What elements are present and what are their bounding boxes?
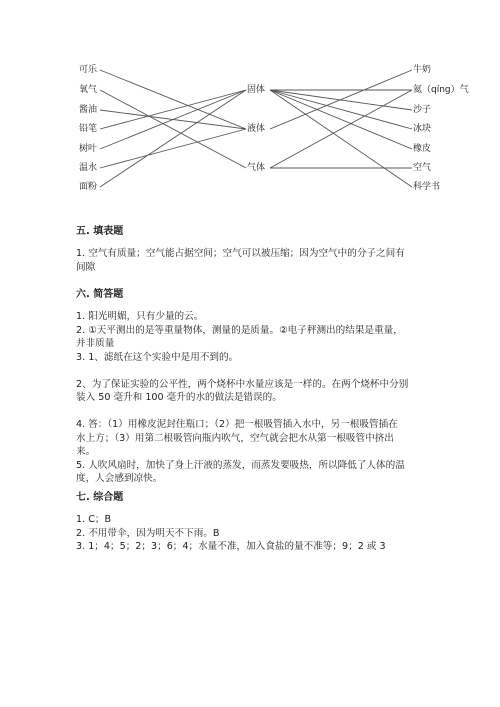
middle-item: 气体	[247, 163, 266, 173]
section-comprehensive	[76, 491, 426, 554]
left-item: 铅笔	[79, 124, 98, 134]
match-line	[270, 90, 412, 187]
right-item: 冰块	[413, 124, 432, 134]
middle-item: 固体	[247, 85, 266, 95]
left-item: 酱油	[79, 105, 98, 115]
answer-line: 水上方；（3）用第二根吸管向瓶内吹气，空气就会把水从第一根吸管中挤出	[76, 432, 394, 444]
answer-line: 并非质量	[76, 338, 115, 349]
answer-line: 3. 1；4；5；2；3；6；4；水量不准，加入食盐的量不准等；9；2 或 3	[76, 541, 386, 552]
match-line	[270, 90, 412, 168]
answer-line: 1. 空气有质量；空气能占据空间；空气可以被压缩；因为空气中的分子之间有	[76, 248, 405, 259]
match-line	[100, 90, 246, 149]
blank-line	[76, 405, 426, 419]
right-item: 牛奶	[413, 65, 432, 75]
left-item: 温水	[79, 163, 98, 173]
right-item: 科学书	[413, 182, 441, 192]
section-title: 五. 填表题	[76, 226, 124, 237]
answer-line: 装入 50 毫升和 100 毫升的水的做法是错误的。	[76, 392, 282, 403]
answer-line: 1. 阳光明媚，只有少量的云。	[76, 311, 204, 322]
left-item: 氧气	[79, 85, 98, 95]
answer-line: 间隙	[76, 261, 96, 273]
answer-line: 4. 答：（1）用橡皮泥封住瓶口；（2）把一根吸管插入水中，另一根吸管插在	[76, 419, 398, 430]
match-line	[270, 90, 412, 149]
section-title: 六. 简答题	[76, 289, 124, 300]
left-item: 树叶	[79, 144, 98, 154]
section-title: 七. 综合题	[76, 492, 124, 503]
match-line	[100, 90, 246, 168]
left-item: 可乐	[79, 65, 98, 75]
right-item: 氦（qíng）气	[413, 85, 469, 95]
match-line	[270, 90, 412, 129]
answer-line: 5. 人吹风扇时，加快了身上汗液的蒸发，而蒸发要吸热，所以降低了人体的温	[76, 459, 405, 471]
match-line	[100, 129, 246, 168]
match-line	[270, 90, 412, 110]
middle-item: 液体	[247, 124, 266, 134]
section-short-answer	[76, 288, 426, 486]
answer-line: 来。	[76, 446, 96, 457]
blank-line	[76, 364, 426, 378]
section-fill-table	[76, 225, 426, 274]
left-item: 面粉	[79, 182, 98, 192]
right-item: 空气	[413, 163, 432, 173]
answer-line: 3. 1、滤纸在这个实验中是用不到的。	[76, 351, 239, 363]
match-line	[100, 90, 246, 129]
matching-diagram	[0, 0, 500, 210]
answer-line: 2. 不用带伞，因为明天不下雨。B	[76, 527, 220, 539]
match-line	[270, 70, 412, 129]
match-line	[100, 70, 246, 129]
answer-line: 1. C；B	[76, 514, 112, 525]
answer-line: 2. ①天平测出的是等重量物体，测量的是质量。②电子秤测出的结果是重量，	[76, 324, 403, 336]
answer-line: 度，人会感到凉快。	[76, 473, 163, 484]
match-line	[100, 90, 246, 187]
right-item: 橡皮	[413, 144, 432, 154]
answer-line: 2、为了保证实验的公平性，两个烧杯中水量应该是一样的。在两个烧杯中分别	[76, 378, 409, 390]
right-item: 沙子	[413, 105, 432, 115]
